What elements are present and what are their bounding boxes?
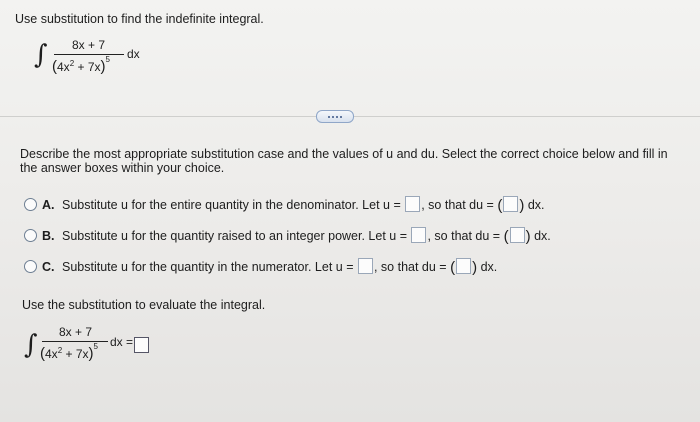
question-line-2: the answer boxes within your choice. [20,161,225,175]
instruction-text: Use substitution to find the indefinite integral. [15,12,264,26]
numerator: 8x + 7 [72,38,106,52]
integral-sign: ∫ [34,40,48,70]
option-a-tail: dx. [527,198,545,212]
dx-label: dx [127,47,140,61]
option-b-du-label: , so that du = [427,229,501,243]
du-input-b[interactable] [510,227,525,243]
du-input-c[interactable] [456,258,471,274]
denominator-2: $(4x^2 + 7x)^5$ [40,342,98,362]
integral-expression [52,38,152,82]
fraction-bar-2 [42,341,108,342]
u-input-b[interactable] [411,227,426,243]
radio-option-b[interactable] [24,229,37,242]
option-c-du-label: , so that du = [373,260,447,274]
option-b-text: Substitute u for the quantity raised to an integer power. Let u = [61,229,407,243]
fraction-bar [54,54,124,55]
radio-option-c[interactable] [24,260,37,273]
option-b-letter: B. [42,229,55,243]
evaluate-instruction: Use the substitution to evaluate the integral. [22,298,266,312]
u-input-a[interactable] [405,196,420,212]
question-line-1: Describe the most appropriate substitution case and the values of u and du. Select the correct choice below and fill in [20,147,668,161]
integral-sign-2: ∫ [24,330,38,360]
dot-icon [336,116,338,118]
option-c[interactable]: C. Substitute u for the quantity in the numerator. Let u = , so that du = ( ) dx. [42,259,498,276]
du-input-a[interactable] [503,196,518,212]
option-c-tail: dx. [480,260,498,274]
option-c-letter: C. [42,260,55,274]
denominator: $(4x^2 + 7x)^5$ [52,55,110,75]
option-a[interactable]: A. Substitute u for the entire quantity in the denominator. Let u = , so that du = ( ) dx. [42,197,545,214]
dot-icon [340,116,342,118]
option-a-text: Substitute u for the entire quantity in the denominator. Let u = [61,198,401,212]
u-input-c[interactable] [358,258,373,274]
option-a-letter: A. [42,198,55,212]
option-c-text: Substitute u for the quantity in the numerator. Let u = [61,260,354,274]
option-a-du-label: , so that du = [421,198,494,212]
answer-input[interactable] [134,337,149,353]
more-button[interactable] [316,110,354,123]
dx-equals-label: dx = [110,335,134,349]
option-b-tail: dx. [534,229,551,243]
radio-option-a[interactable] [24,198,37,211]
dot-icon [328,116,330,118]
option-b[interactable]: B. Substitute u for the quantity raised to an integer power. Let u = , so that du = ( ) dx. [42,228,551,245]
numerator-2: 8x + 7 [59,325,93,339]
dot-icon [332,116,334,118]
